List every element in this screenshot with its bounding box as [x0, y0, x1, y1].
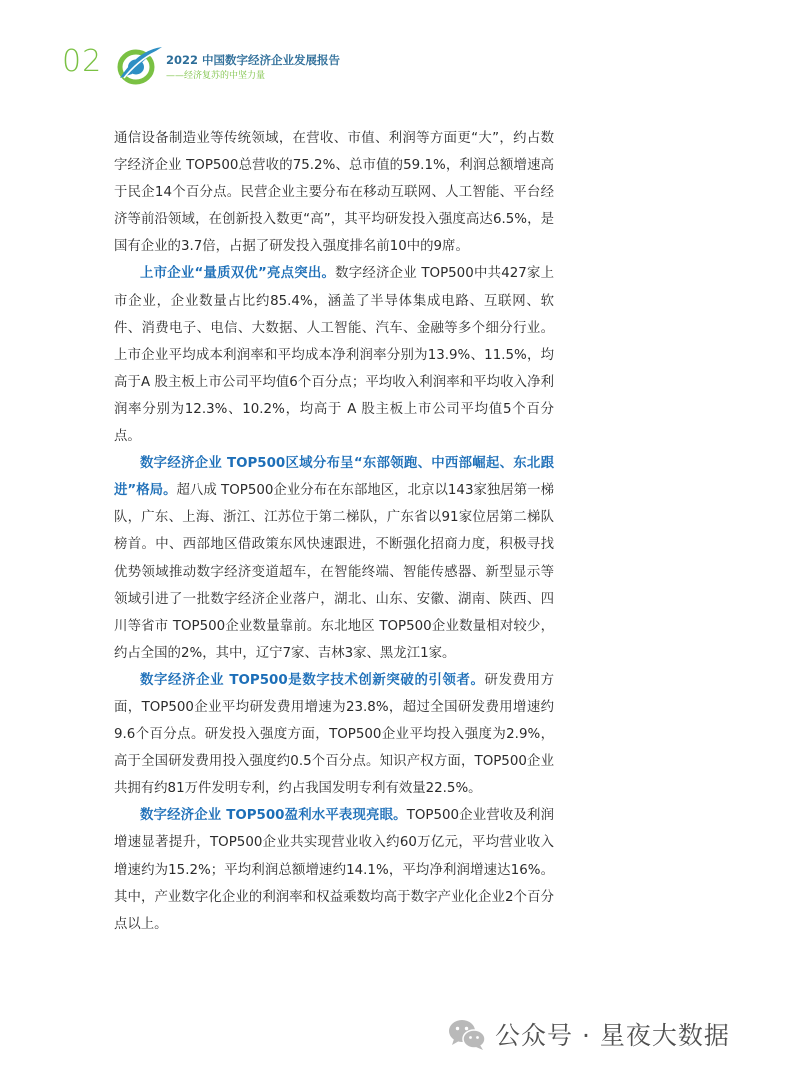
- watermark-text: 公众号 · 星夜大数据: [495, 1021, 730, 1050]
- body-content: [114, 125, 554, 938]
- paragraph: [114, 667, 554, 802]
- paragraph-text: 通信设备制造业等传统领域，在营收、市值、利润等方面更“大”，约占数字经济企业 TOP500总营收的75.2%、总市值的59.1%，利润总额增速高于民企14个百分点。民营企业主要分布在移动互联网、人工智能、平台经济等前沿领域，在创新投入数更“高”，其平均研发投入强度高达6.5%，是国有企业的3.7倍，占据了研发投入强度排名前10中的9席。: [114, 131, 554, 255]
- paragraph-lead: 数字经济企业 TOP500区域分布呈“东部领跑、中西部崛起、东北跟进”格局。: [114, 456, 554, 499]
- page-header: [0, 0, 793, 100]
- paragraph-text: TOP500企业营收及利润增速显著提升，TOP500企业共实现营业收入约60万亿元，平均营业收入增速约为15.2%；平均利润总额增速约14.1%，平均净利润增速达16%。其中，产业数字化企业的利润率和权益乘数均高于数字产业化企业2个百分点以上。: [114, 808, 554, 932]
- paragraph-lead: 数字经济企业 TOP500盈利水平表现亮眼。: [140, 808, 407, 824]
- paragraph-lead: 上市企业“量质双优”亮点突出。: [140, 266, 336, 282]
- report-subtitle: ——经济复苏的中坚力量: [166, 71, 266, 81]
- paragraph-lead: 数字经济企业 TOP500是数字技术创新突破的引领者。: [140, 672, 485, 688]
- wechat-icon: [447, 1017, 487, 1051]
- paragraph: [114, 802, 554, 937]
- paragraph-text: 研发费用方面，TOP500企业平均研发费用增速为23.8%，超过全国研发费用增速约9.6个百分点。研发投入强度方面，TOP500企业平均投入强度为2.9%，高于全国研发费用投入强度约0.5个百分点。知识产权方面，TOP500企业共拥有约81万件发明专利，约占我国发明专利有效量22.5%。: [114, 672, 555, 797]
- paragraph-text: 超八成 TOP500企业分布在东部地区，北京以143家独居第一梯队，广东、上海、浙江、江苏位于第二梯队，广东省以91家位居第二梯队榜首。中、西部地区借政策东风快速跟进，不断强化招商力度，积极寻找优势领域推动数字经济变道超车，在智能终端、智能传感器、新型显示等领域引进了一批数字经济企业落户，湖北、山东、安徽、湖南、陕西、四川等省市 TOP500企业数量靠前。东北地区 TOP500企业数量相对较少，约占全国的2%，其中，辽宁7家、吉林3家、黑龙江1家。: [114, 483, 554, 661]
- paragraph-text: 数字经济企业 TOP500中共427家上市企业，企业数量占比约85.4%，涵盖了半导体集成电路、互联网、软件、消费电子、电信、大数据、人工智能、汽车、金融等多个细分行业。上市企业平均成本利润率和平均成本净利润率分别为13.9%、11.5%，均高于A 股主板上市公司平均值6个百分点；平均收入利润率和平均收入净利润率分别为12.3%、10.2%，均高于 A 股主板上市公司平均值5个百分点。: [114, 266, 555, 445]
- page-number: 02: [62, 44, 103, 79]
- paragraph: [114, 450, 554, 667]
- report-title: 2022 中国数字经济企业发展报告: [166, 53, 341, 67]
- paragraph: [114, 125, 554, 260]
- paragraph: [114, 260, 554, 450]
- report-logo-icon: [114, 44, 164, 86]
- watermark: [447, 1014, 730, 1054]
